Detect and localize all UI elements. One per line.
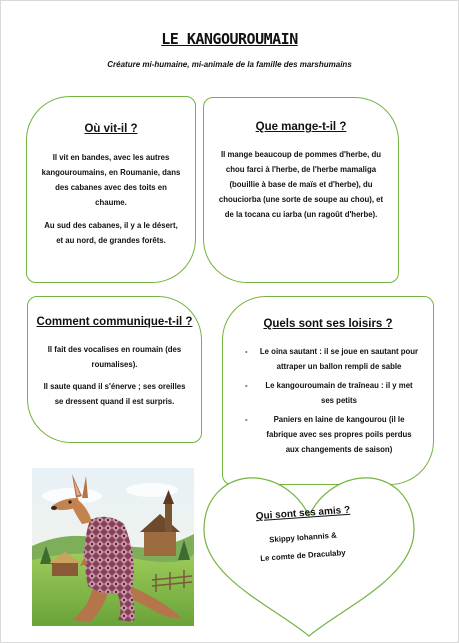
card-food-title: Que mange-t-il ? — [255, 121, 347, 133]
card-hobbies — [222, 296, 434, 485]
hobby-item: - Le oina sautant : il se joue en sautant pour attraper un ballon rempli de sable — [245, 344, 419, 374]
card-habitat-title: Où vit-il ? — [84, 123, 138, 135]
page-title: LE KANGOUROUMAIN — [161, 30, 298, 48]
card-habitat-text-2: Au sud des cabanes, il y a le désert, et au nord, de grandes forêts. — [44, 221, 178, 245]
kangaroo-picture — [32, 468, 194, 626]
kangaroo-illustration — [32, 468, 194, 626]
card-communication-text-1: Il fait des vocalises en roumain (des roumalises). — [47, 345, 182, 369]
card-communication-title: Comment communique-t-il ? — [36, 316, 193, 328]
card-food-text: Il mange beaucoup de pommes d'herbe, du chou farci à l'herbe, de l'herbe mamaliga (bouillie à base de maïs et d'herbe), du chouciorba (une sorte de soupe au chou), et de la tocana cu iarba (un ragoût d'herbe). — [218, 150, 384, 219]
hobbies-list — [245, 344, 419, 457]
card-communication — [27, 296, 202, 443]
friends-section — [218, 504, 388, 565]
card-food — [203, 97, 399, 283]
hobby-item: - Le kangouroumain de traîneau : il y met ses petits — [245, 378, 419, 408]
friend-name: Le comte de Draculaby — [260, 548, 346, 563]
card-habitat-text-1: Il vit en bandes, avec les autres kangouroumains, en Roumanie, dans des cabanes avec des toits en chaume. — [41, 153, 181, 207]
card-communication-text-2: Il saute quand il s'énerve ; ses oreilles se dressent quand il est surpris. — [43, 382, 186, 406]
hobby-item: - Paniers en laine de kangourou (il le fabrique avec ses propres poils perdus aux changements de saison) — [245, 412, 419, 457]
card-habitat — [26, 96, 196, 283]
friend-name: Skippy Iohannis & — [268, 530, 337, 545]
card-hobbies-title: Quels sont ses loisirs ? — [263, 318, 393, 330]
page-subtitle: Créature mi-humaine, mi-animale de la famille des marshumains — [107, 60, 352, 69]
friends-title: Qui sont ses amis ? — [255, 504, 351, 523]
